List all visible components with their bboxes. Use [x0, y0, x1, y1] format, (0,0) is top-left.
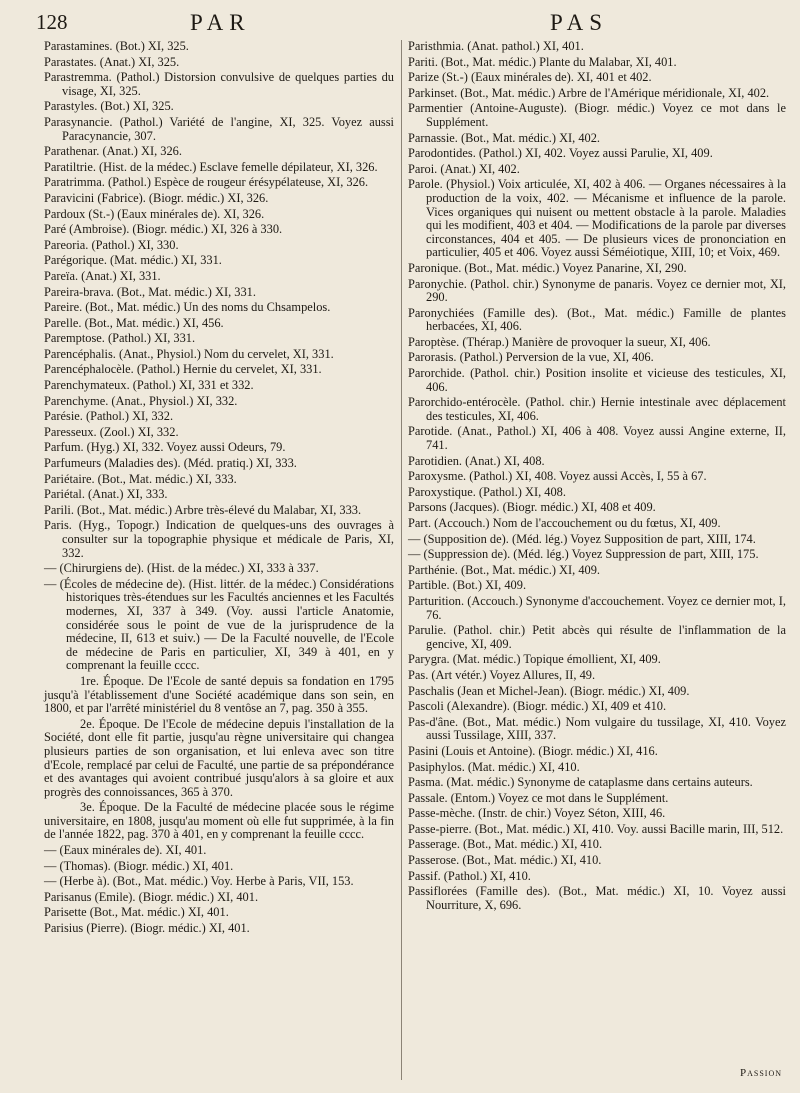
running-header: [0, 10, 800, 40]
index-entry: Pareoria. (Pathol.) XI, 330.: [44, 237, 179, 252]
index-entry: Parize (St.-) (Eaux minérales de). XI, 401 et 402.: [408, 70, 652, 85]
index-entry: Parisanus (Emile). (Biogr. médic.) XI, 401.: [44, 889, 259, 904]
index-entry: Parastates. (Anat.) XI, 325.: [44, 54, 180, 69]
index-entry: Paronychiées (Famille des). (Bot., Mat. médic.) Famille de plantes herbacées, XI, 406.: [408, 305, 786, 334]
index-entry: Parastamines. (Bot.) XI, 325.: [44, 39, 189, 53]
index-entry: Paratiltrie. (Hist. de la médec.) Esclave femelle dépilateur, XI, 326.: [44, 159, 378, 174]
index-paragraph: 3e. Époque. De la Faculté de médecine placée sous le régime universitaire, en 1808, jusqu'au moment où elle fut supprimée, à la fin de l'année 1822, pag. 370 à 401, en y comprenant la feuille cccc.: [44, 800, 394, 842]
index-entry: Parturition. (Accouch.) Synonyme d'accouchement. Voyez ce dernier mot, I, 76.: [408, 593, 786, 622]
index-entry: Paronychie. (Pathol. chir.) Synonyme de panaris. Voyez ce dernier mot, XI, 290.: [408, 276, 786, 305]
index-entry: Parisius (Pierre). (Biogr. médic.) XI, 401.: [44, 921, 250, 936]
index-subentry: — (Eaux minérales de). XI, 401.: [44, 843, 207, 858]
index-entry: Parnassie. (Bot., Mat. médic.) XI, 402.: [408, 130, 601, 145]
index-entry: Pareïa. (Anat.) XI, 331.: [44, 268, 161, 283]
index-entry: Parotidien. (Anat.) XI, 408.: [408, 453, 545, 468]
index-entry: Pariétal. (Anat.) XI, 333.: [44, 487, 168, 502]
index-entry: Parisette (Bot., Mat. médic.) XI, 401.: [44, 905, 229, 920]
index-entry: Parkinset. (Bot., Mat. médic.) Arbre de l'Amérique méridionale, XI, 402.: [408, 85, 770, 100]
index-subentry: — (Écoles de médecine de). (Hist. littér. de la médec.) Considérations historiques très-étendues sur les Facultés anciennes et les Facultés modernes, XI, 337 à 349. (Voy. aussi l'article Anatomie, considérée sous le point de vue de la jurisprudence de la médecine, II, 613 et suiv.) — De la Faculté nouvelle, de l'Ecole de médecine de Paris en particulier, XI, 349 à 401, en y comprenant la feuille cccc.: [44, 576, 394, 673]
index-entry: Parastyles. (Bot.) XI, 325.: [44, 99, 174, 114]
index-paragraph: 1re. Époque. De l'Ecole de santé depuis sa fondation en 1795 jusqu'à l'établissement d'une Société académique dans son sein, en 1800, et par l'arrêté ministériel du 8 ventôse an 7, pag. 350 à 355.: [44, 673, 394, 716]
index-entry: Pariti. (Bot., Mat. médic.) Plante du Malabar, XI, 401.: [408, 54, 677, 69]
index-entry: Passif. (Pathol.) XI, 410.: [408, 868, 531, 883]
index-entry: Passerage. (Bot., Mat. médic.) XI, 410.: [408, 837, 603, 852]
index-entry: Parfum. (Hyg.) XI, 332. Voyez aussi Odeurs, 79.: [44, 440, 286, 455]
index-paragraph: 2e. Époque. De l'Ecole de médecine depuis l'installation de la Société, dont elle fit partie, jusqu'au règne universitaire qui changea plusieurs parties de son organisation, et lui enleva avec son titre d'Ecole, remplacé par celui de Faculté, une partie de sa prépondérance et des avantages qui avoient contribué jusqu'alors à sa gloire et aux progrès des connoissances, 365 à 370.: [44, 716, 394, 799]
index-subentry: — (Herbe à). (Bot., Mat. médic.) Voy. Herbe à Paris, VII, 153.: [44, 874, 354, 889]
index-entry: Parodontides. (Pathol.) XI, 402. Voyez aussi Parulie, XI, 409.: [408, 146, 713, 161]
index-entry: Paristhmia. (Anat. pathol.) XI, 401.: [408, 39, 584, 53]
running-head-right: PAS: [550, 10, 609, 35]
index-entry: Paré (Ambroise). (Biogr. médic.) XI, 326 à 330.: [44, 222, 283, 237]
index-entry: Paroptèse. (Thérap.) Manière de provoquer la sueur, XI, 406.: [408, 334, 711, 349]
index-entry: Pas. (Art vétér.) Voyez Allures, II, 49.: [408, 667, 596, 682]
index-entry: Parelle. (Bot., Mat. médic.) XI, 456.: [44, 315, 224, 330]
index-entry: Parencéphalocèle. (Pathol.) Hernie du cervelet, XI, 331.: [44, 362, 322, 377]
index-entry: Paris. (Hyg., Topogr.) Indication de quelques-uns des ouvrages à consulter sur la topographie physique et médicale de Paris, XI, 332.: [44, 518, 394, 560]
index-entry: Paroxystique. (Pathol.) XI, 408.: [408, 484, 566, 499]
index-entry: Parégorique. (Mat. médic.) XI, 331.: [44, 253, 222, 268]
index-entry: Parili. (Bot., Mat. médic.) Arbre très-élevé du Malabar, XI, 333.: [44, 502, 362, 517]
index-entry: Pascoli (Alexandre). (Biogr. médic.) XI, 409 et 410.: [408, 699, 667, 714]
index-entry: Parenchymateux. (Pathol.) XI, 331 et 332.: [44, 378, 254, 393]
index-entry: Parorchido-entérocèle. (Pathol. chir.) Hernie intestinale avec déplacement des testicules, XI, 406.: [408, 395, 786, 423]
left-column: [44, 40, 394, 938]
page-number: 128: [36, 10, 68, 34]
running-head-left: PAR: [190, 10, 251, 35]
index-entry: Parasynancie. (Pathol.) Variété de l'angine, XI, 325. Voyez aussi Paracynancie, 307.: [44, 114, 394, 143]
index-entry: Pareire. (Bot., Mat. médic.) Un des noms du Chsampelos.: [44, 300, 331, 315]
index-entry: Paronique. (Bot., Mat. médic.) Voyez Panarine, XI, 290.: [408, 260, 687, 275]
index-entry: Parésie. (Pathol.) XI, 332.: [44, 409, 174, 424]
index-entry: Partible. (Bot.) XI, 409.: [408, 578, 527, 593]
index-entry: Paresseux. (Zool.) XI, 332.: [44, 424, 179, 439]
index-entry: Paratrimma. (Pathol.) Espèce de rougeur érésypélateuse, XI, 326.: [44, 175, 369, 190]
index-entry: Pardoux (St.-) (Eaux minérales de). XI, 326.: [44, 206, 265, 221]
index-subentry: — (Supposition de). (Méd. lég.) Voyez Supposition de part, XIII, 174.: [408, 531, 756, 546]
column-rule: [401, 40, 402, 1080]
index-entry: Paroi. (Anat.) XI, 402.: [408, 161, 520, 176]
right-column: [408, 40, 786, 914]
index-entry: Passiflorées (Famille des). (Bot., Mat. médic.) XI, 10. Voyez aussi Nourriture, X, 696.: [408, 884, 786, 912]
index-entry: Parfumeurs (Maladies des). (Méd. pratiq.) XI, 333.: [44, 456, 297, 471]
index-entry: Parole. (Physiol.) Voix articulée, XI, 402 à 406. — Organes nécessaires à la production de la voix, 402. — Mécanisme et influence de la parole. Vices organiques qui nuisent ou mettent obstacle à la parole. Maladies qui les modifient, 403 et 404. — Modifications de la parole par diverses circonstances, 404 et 405. — De plusieurs vices de prononciation en particulier, 405 et 406. Voyez aussi Séméiotique, XIII, 10; et Voix, 469.: [408, 177, 786, 260]
index-entry: Parthénie. (Bot., Mat. médic.) XI, 409.: [408, 562, 601, 577]
index-entry: Pariétaire. (Bot., Mat. médic.) XI, 333.: [44, 471, 237, 486]
index-entry: Parastremma. (Pathol.) Distorsion convulsive de quelques parties du visage, XI, 325.: [44, 70, 394, 98]
index-entry: Pareira-brava. (Bot., Mat. médic.) XI, 331.: [44, 284, 256, 299]
index-entry: Pasma. (Mat. médic.) Synonyme de cataplasme dans certains auteurs.: [408, 775, 753, 790]
index-entry: Pasini (Louis et Antoine). (Biogr. médic.) XI, 416.: [408, 743, 658, 758]
index-entry: Parulie. (Pathol. chir.) Petit abcès qui résulte de l'inflammation de la gencive, XI, 409.: [408, 623, 786, 651]
index-entry: Parmentier (Antoine-Auguste). (Biogr. médic.) Voyez ce mot dans le Supplément.: [408, 101, 786, 129]
index-entry: Paschalis (Jean et Michel-Jean). (Biogr. médic.) XI, 409.: [408, 683, 690, 698]
index-entry: Paroxysme. (Pathol.) XI, 408. Voyez aussi Accès, I, 55 à 67.: [408, 469, 707, 484]
index-entry: Pasiphylos. (Mat. médic.) XI, 410.: [408, 759, 580, 774]
index-entry: Parorchide. (Pathol. chir.) Position insolite et vicieuse des testicules, XI, 406.: [408, 366, 786, 394]
index-entry: Parathenar. (Anat.) XI, 326.: [44, 144, 182, 159]
index-entry: Parenchyme. (Anat., Physiol.) XI, 332.: [44, 393, 238, 408]
index-subentry: — (Thomas). (Biogr. médic.) XI, 401.: [44, 858, 234, 873]
index-entry: Passale. (Entom.) Voyez ce mot dans le Supplément.: [408, 790, 669, 805]
index-entry: Parencéphalis. (Anat., Physiol.) Nom du cervelet, XI, 331.: [44, 346, 334, 361]
index-entry: Pas-d'âne. (Bot., Mat. médic.) Nom vulgaire du tussilage, XI, 410. Voyez aussi Tussilage, XIII, 337.: [408, 714, 786, 743]
index-entry: Parsons (Jacques). (Biogr. médic.) XI, 408 et 409.: [408, 500, 656, 515]
index-entry: Parotide. (Anat., Pathol.) XI, 406 à 408. Voyez aussi Angine externe, II, 741.: [408, 424, 786, 453]
index-entry: Passe-mèche. (Instr. de chir.) Voyez Séton, XIII, 46.: [408, 806, 666, 821]
index-entry: Paravicini (Fabrice). (Biogr. médic.) XI, 326.: [44, 190, 269, 205]
index-entry: Parygra. (Mat. médic.) Topique émollient, XI, 409.: [408, 652, 661, 667]
index-subentry: — (Suppression de). (Méd. lég.) Voyez Suppression de part, XIII, 175.: [408, 547, 759, 562]
index-entry: Passerose. (Bot., Mat. médic.) XI, 410.: [408, 853, 602, 868]
index-entry: Part. (Accouch.) Nom de l'accouchement ou du fœtus, XI, 409.: [408, 516, 721, 530]
index-entry: Parorasis. (Pathol.) Perversion de la vue, XI, 406.: [408, 350, 654, 365]
index-entry: Paremptose. (Pathol.) XI, 331.: [44, 331, 196, 346]
index-subentry: — (Chirurgiens de). (Hist. de la médec.) XI, 333 à 337.: [44, 561, 319, 576]
catchword: Passion: [739, 1067, 782, 1079]
index-entry: Passe-pierre. (Bot., Mat. médic.) XI, 410. Voy. aussi Bacille marin, III, 512.: [408, 821, 784, 836]
